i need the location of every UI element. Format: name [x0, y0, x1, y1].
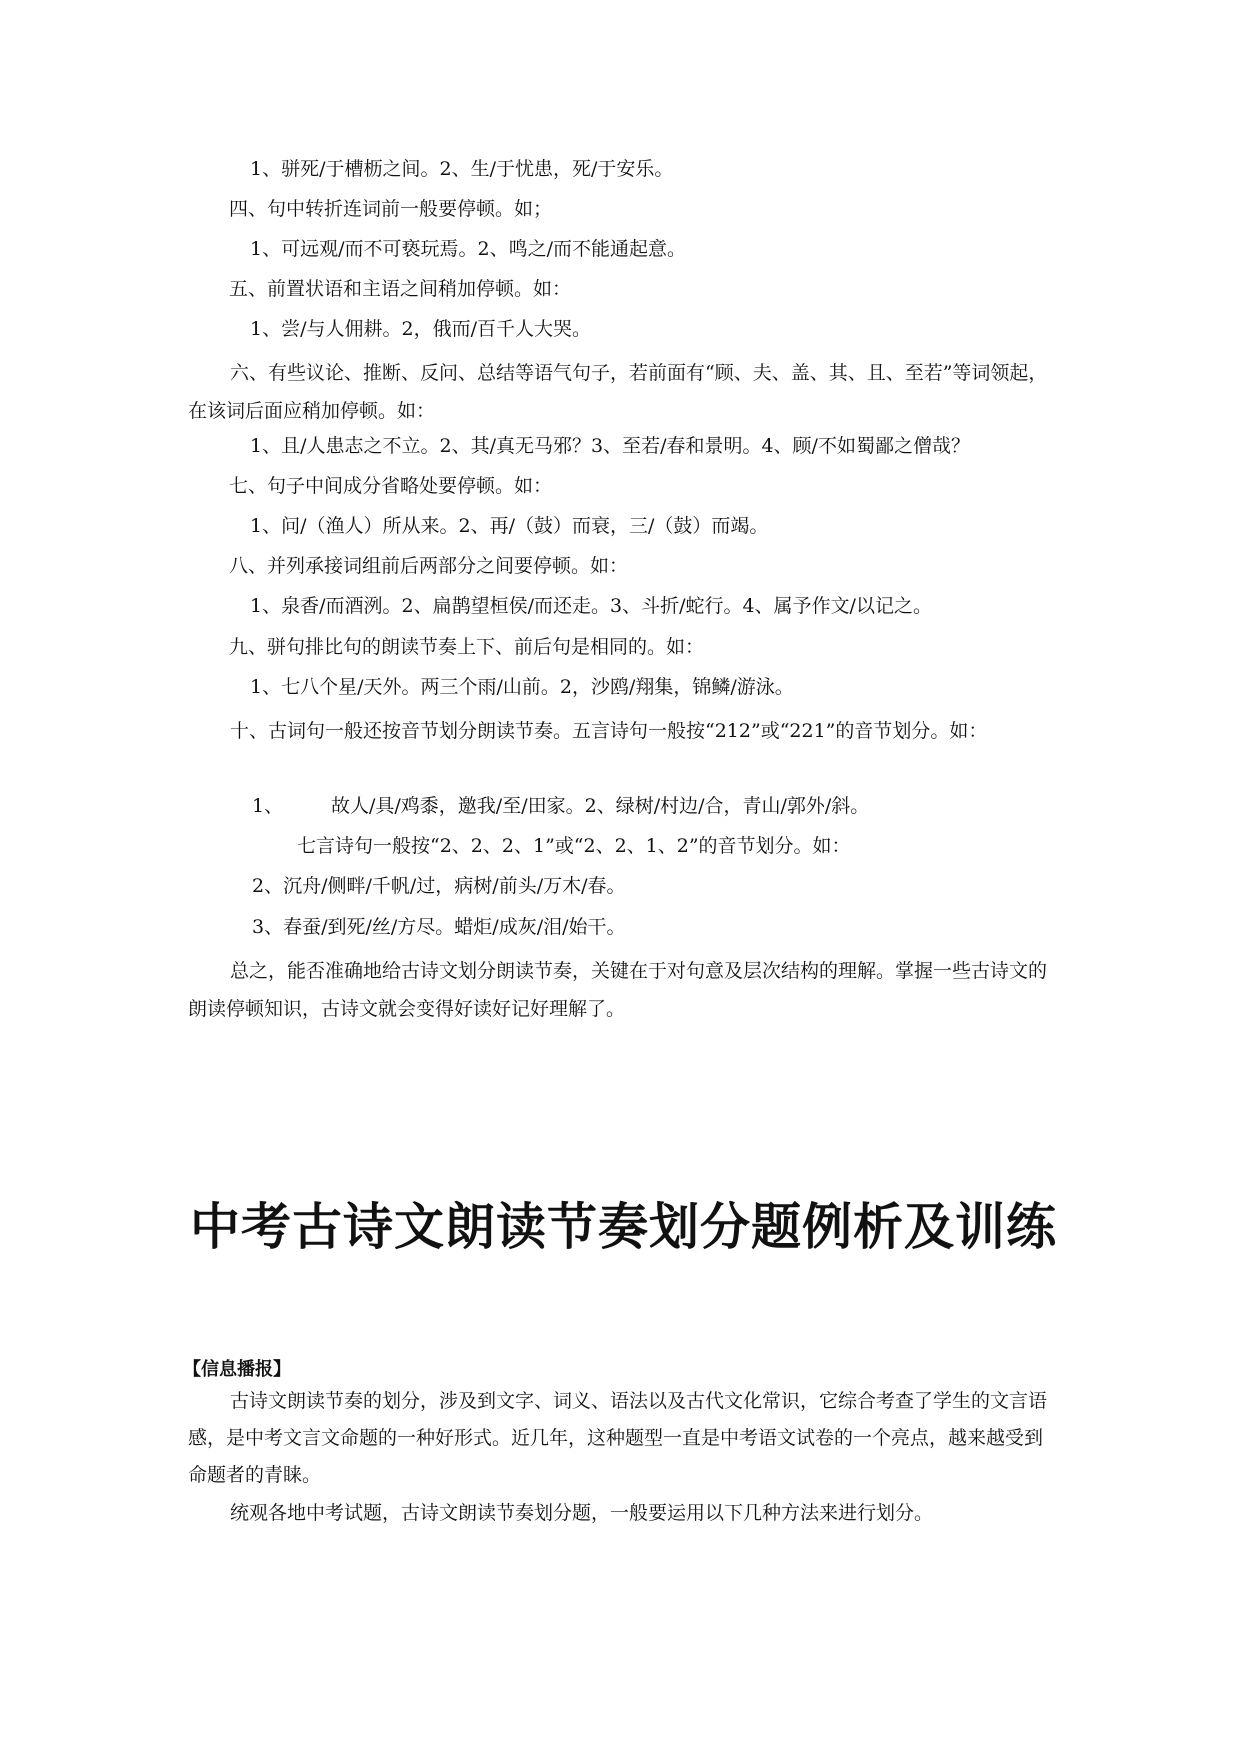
example-line-9: 1、七八个星/天外。两三个雨/山前。2，沙鸥/翔集，锦鳞/游泳。: [250, 676, 794, 698]
intro-paragraph-2: 统观各地中考试题，古诗文朗读节奏划分题，一般要运用以下几种方法来进行划分。: [230, 1502, 934, 1524]
rule-five: 五、前置状语和主语之间稍加停顿。如：: [229, 278, 572, 300]
example-line-10: 故人/具/鸡黍，邀我/至/田家。2、绿树/村边/合，青山/郭外/斜。: [331, 795, 870, 817]
example-number-10: 1、: [252, 795, 284, 817]
example-line-12: 3、春蚕/到死/丝/方尽。蜡炬/成灰/泪/始干。: [252, 916, 626, 938]
example-line-11: 2、沉舟/侧畔/千帆/过，病树/前头/万木/春。: [252, 875, 626, 897]
example-line-1: 1、骈死/于槽枥之间。2、生/于忧患，死/于安乐。: [250, 158, 674, 180]
rule-four: 四、句中转折连词前一般要停顿。如；: [229, 198, 553, 220]
seven-character-note: 七言诗句一般按“2、2、2、1”或“2、2、1、2”的音节划分。如：: [297, 835, 851, 857]
rule-seven: 七、句子中间成分省略处要停顿。如：: [229, 475, 553, 497]
page-title: 中考古诗文朗读节奏划分题例析及训练: [190, 1198, 1057, 1256]
intro-paragraph-1: 古诗文朗读节奏的划分，涉及到文字、词义、语法以及古代文化常识，它综合考查了学生的文言语感，是中考文言文命题的一种好形式。近几年，这种题型一直是中考语文试卷的一个亮点，越来越受到命题者的青睐。: [188, 1390, 1048, 1486]
example-line-6: 1、且/人患志之不立。2、其/真无马邪？3、至若/春和景明。4、顾/不如蜀鄙之僧哉？: [250, 435, 970, 457]
rule-six: 六、有些议论、推断、反问、总结等语气句子，若前面有“顾、夫、盖、其、且、至若”等词领起，在该词后面应稍加停顿。如：: [188, 362, 1048, 422]
example-line-7: 1、问/（渔人）所从来。2、再/（鼓）而衰，三/（鼓）而竭。: [250, 515, 769, 537]
example-line-8: 1、泉香/而酒洌。2、扁鹊望桓侯/而还走。3、斗折/蛇行。4、属予作文/以记之。: [250, 595, 932, 617]
summary-paragraph: 总之，能否准确地给古诗文划分朗读节奏，关键在于对句意及层次结构的理解。掌握一些古诗文的朗读停顿知识，古诗文就会变得好读好记好理解了。: [188, 960, 1048, 1020]
rule-ten: 十、古词句一般还按音节划分朗读节奏。五言诗句一般按“212”或“221”的音节划分。如：: [230, 720, 988, 742]
example-line-4: 1、可远观/而不可亵玩焉。2、鸣之/而不能通起意。: [250, 238, 686, 260]
section-label: 【信息播报】: [183, 1359, 291, 1380]
rule-nine: 九、骈句排比句的朗读节奏上下、前后句是相同的。如：: [229, 636, 705, 658]
example-line-5: 1、尝/与人佣耕。2，俄而/百千人大哭。: [250, 318, 591, 340]
rule-eight: 八、并列承接词组前后两部分之间要停顿。如：: [229, 555, 629, 577]
